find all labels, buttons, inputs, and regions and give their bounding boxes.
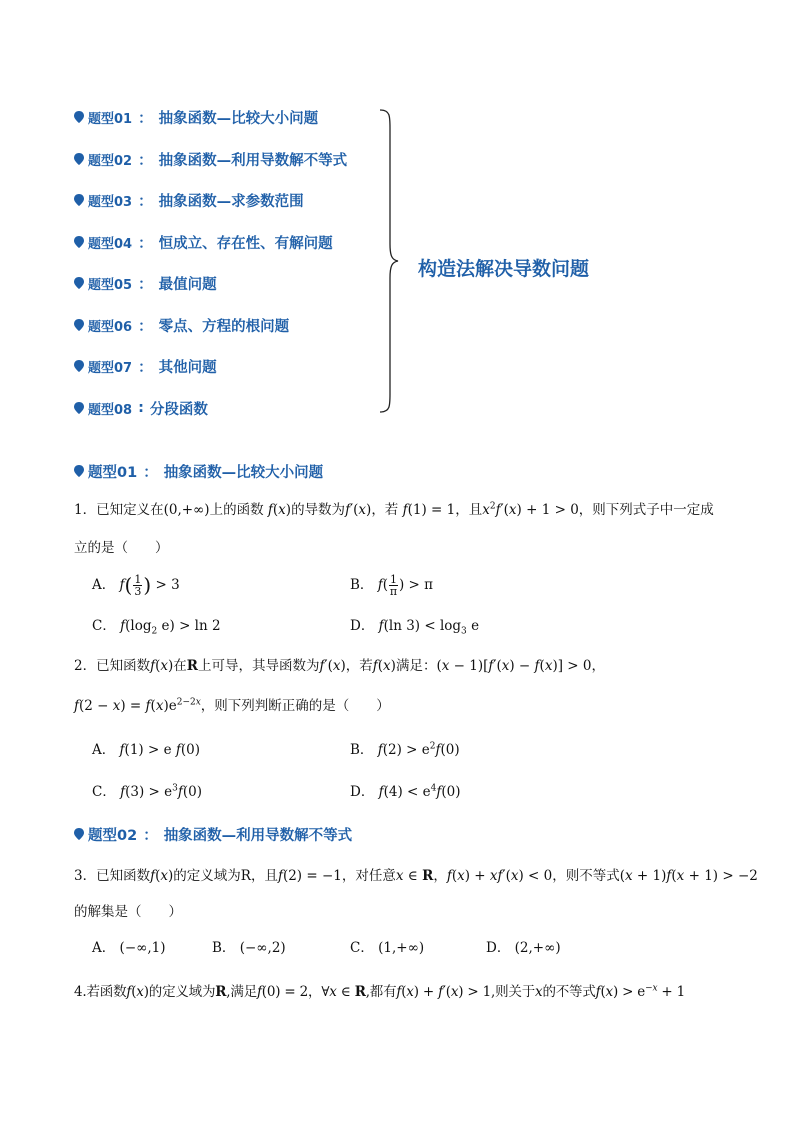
q1-option-c[interactable]: C． $f(\log_2$ e) > ln 2 xyxy=(92,618,221,637)
toc-item-5[interactable] xyxy=(74,272,217,294)
q3-option-c[interactable]: C． (1,+∞) xyxy=(350,940,425,956)
curly-brace-icon xyxy=(378,108,400,414)
toc-item-code: 题型06 xyxy=(88,319,133,335)
toc-item-label: 其他问题 xyxy=(158,359,217,376)
toc-item-code: 题型01 xyxy=(88,111,133,127)
toc-item-1[interactable] xyxy=(74,106,318,128)
toc-item-sep: ： xyxy=(138,359,153,376)
q1-option-a[interactable]: A． f( $\frac{1}{3}$ ) > 3 xyxy=(92,573,180,598)
location-pin-icon xyxy=(74,111,84,123)
toc-item-label: 抽象函数—利用导数解不等式 xyxy=(158,152,348,169)
toc-item-label: 最值问题 xyxy=(158,276,217,293)
toc-item-8[interactable] xyxy=(74,397,208,419)
location-pin-icon xyxy=(74,360,84,372)
toc-item-sep: ： xyxy=(138,193,153,210)
q2-option-a[interactable]: A． f(1) > e f(0) xyxy=(92,742,200,758)
toc-item-code: 题型02 xyxy=(88,153,133,169)
toc-item-code: 题型07 xyxy=(88,360,133,376)
toc-item-sep: ： xyxy=(138,110,153,127)
toc-item-label: 恒成立、存在性、有解问题 xyxy=(158,235,333,252)
toc-item-6[interactable] xyxy=(74,314,289,336)
location-pin-icon xyxy=(74,194,84,206)
question-3-line-2: 的解集是（ ） xyxy=(74,904,182,920)
toc-item-code: 题型05 xyxy=(88,277,133,293)
section-heading-02: 题型02 ： 抽象函数—利用导数解不等式 xyxy=(74,823,352,845)
location-pin-icon xyxy=(74,828,84,840)
toc-item-sep: : xyxy=(138,400,144,416)
q2-option-c[interactable]: C． $f(3) > e^3f(0)$ xyxy=(92,783,203,800)
location-pin-icon xyxy=(74,319,84,331)
question-4-line-1: 4.若函数f(x)的定义域为R,满足f(0) = 2，∀x ∈ R,都有f(x) + f′(x) > 1,则关于x的不等式$f(x) > e^{-x} + 1$ xyxy=(74,983,686,1000)
location-pin-icon xyxy=(74,277,84,289)
q2-option-d[interactable]: D． $f(4) < e^4f(0)$ xyxy=(350,783,461,800)
toc-item-label: 分段函数 xyxy=(149,401,208,418)
q3-option-b[interactable]: B． (−∞,2) xyxy=(212,940,286,956)
toc-item-code: 题型03 xyxy=(88,194,133,210)
question-2-line-2: $f(2 - x) = f(x)e^{2-2x}$，则下列判断正确的是（ ） xyxy=(74,697,390,714)
toc-item-sep: ： xyxy=(138,235,153,252)
toc-item-label: 抽象函数—求参数范围 xyxy=(158,193,304,210)
question-1-line-1: 1．已知定义在(0,+∞)上的函数 f(x)的导数为f′(x)，若 f(1) = 1，且$x^2f'(x) + 1 > 0$，则下列式子中一定成 xyxy=(74,501,714,518)
q3-option-a[interactable]: A． (−∞,1) xyxy=(92,940,166,956)
q3-option-d[interactable]: D． (2,+∞) xyxy=(486,940,561,956)
toc-item-code: 题型04 xyxy=(88,236,133,252)
location-pin-icon xyxy=(74,402,84,414)
q1-option-d[interactable]: D． f(ln $3) < \log_3 e$ xyxy=(350,618,480,637)
toc-item-7[interactable] xyxy=(74,355,217,377)
toc-item-sep: ： xyxy=(138,276,153,293)
toc-item-code: 题型08 xyxy=(88,402,133,418)
toc-item-sep: ： xyxy=(138,318,153,335)
section-heading-01: 题型01 ： 抽象函数—比较大小问题 xyxy=(74,460,323,482)
location-pin-icon xyxy=(74,153,84,165)
question-1-line-2: 立的是（ ） xyxy=(74,540,169,556)
question-2-line-1: 2．已知函数f(x)在R上可导，其导函数为f′(x)，若f(x)满足：(x − 1)[f′(x) − f(x)] > 0， xyxy=(74,658,605,674)
toc-item-3[interactable] xyxy=(74,189,304,211)
toc-item-label: 抽象函数—比较大小问题 xyxy=(158,110,319,127)
question-3-line-1: 3．已知函数f(x)的定义域为R，且f(2) = −1，对任意x ∈ R，f(x) + xf′(x) < 0，则不等式(x + 1)f(x + 1) > −2 xyxy=(74,868,758,884)
toc-item-2[interactable] xyxy=(74,148,347,170)
location-pin-icon xyxy=(74,465,84,477)
q1-option-b[interactable]: B． f( $\frac{1}{\pi}$ ) > π xyxy=(350,573,434,598)
toc-item-label: 零点、方程的根问题 xyxy=(158,318,290,335)
toc-item-sep: ： xyxy=(138,152,153,169)
q2-option-b[interactable]: B． $f(2) > e^2f(0)$ xyxy=(350,741,460,758)
toc-summary: 构造法解决导数问题 xyxy=(418,258,590,280)
toc-item-4[interactable] xyxy=(74,231,333,253)
location-pin-icon xyxy=(74,236,84,248)
